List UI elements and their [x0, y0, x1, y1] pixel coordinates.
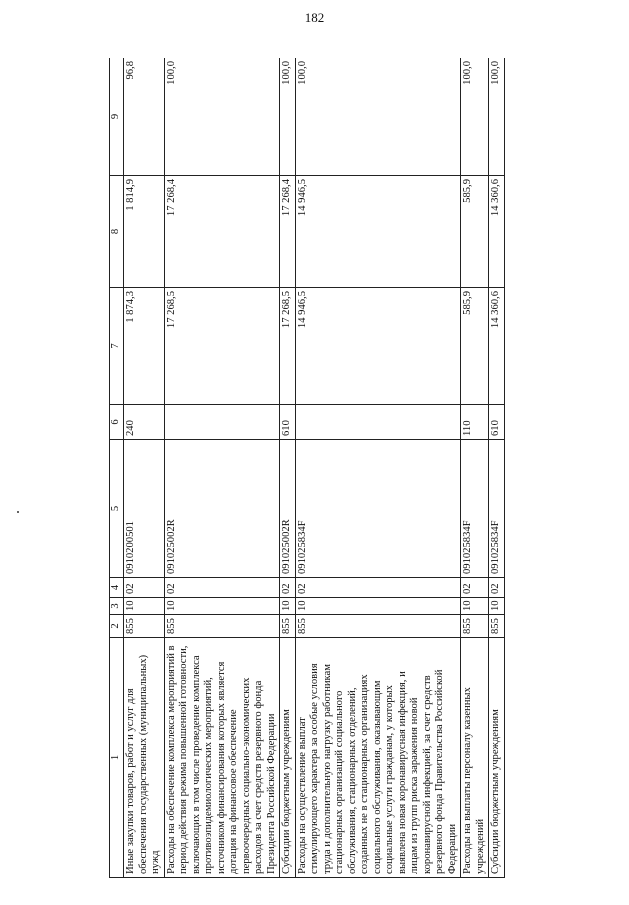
header-cell: 7: [110, 288, 124, 405]
rotated-table-frame: [109, 58, 619, 878]
row-ministry-code: 855: [489, 615, 505, 638]
header-cell: 1: [110, 638, 124, 878]
row-planned-amount: 14 946,5: [295, 288, 461, 405]
row-section-code: 10: [461, 598, 489, 615]
row-executed-amount: 17 268,4: [164, 176, 280, 288]
row-section-code: 10: [295, 598, 461, 615]
row-subsection-code: 02: [461, 578, 489, 598]
row-executed-amount: 14 360,6: [489, 176, 505, 288]
header-cell: 6: [110, 405, 124, 440]
row-percent: 100,0: [295, 58, 461, 176]
table-row: [295, 58, 461, 878]
row-ministry-code: 855: [164, 615, 280, 638]
table-header-row: [110, 58, 124, 878]
row-description: Расходы на осуществление выплат стимулирующего характера за особые условия труда и дополнительную нагрузку работникам стационарных организаций социального обслуживания, стационарных отделений, созданных не в стационарных организациях социального обслуживания, оказывающим социальные услуги гражданам, у которых выявлена новая коронавирусная инфекция, и лицам из групп риска заражения новой коронавирусной инфекцией, за счет средств резервного фонда Правительства Российской Федерации: [295, 638, 461, 878]
row-percent: 100,0: [489, 58, 505, 176]
row-percent: 100,0: [280, 58, 296, 176]
row-subsection-code: 02: [489, 578, 505, 598]
row-planned-amount: 17 268,5: [164, 288, 280, 405]
row-description: Субсидии бюджетным учреждениям: [489, 638, 505, 878]
row-planned-amount: 14 360,6: [489, 288, 505, 405]
scan-speck: [17, 511, 19, 513]
row-planned-amount: 1 874,3: [124, 288, 165, 405]
row-section-code: 10: [164, 598, 280, 615]
header-cell: 8: [110, 176, 124, 288]
row-subsection-code: 02: [295, 578, 461, 598]
row-expense-type: 610: [489, 405, 505, 440]
header-cell: 2: [110, 615, 124, 638]
row-target-article: 091025002R: [164, 440, 280, 578]
row-subsection-code: 02: [164, 578, 280, 598]
row-ministry-code: 855: [124, 615, 165, 638]
row-section-code: 10: [124, 598, 165, 615]
row-percent: 100,0: [164, 58, 280, 176]
row-expense-type: 240: [124, 405, 165, 440]
row-executed-amount: 1 814,9: [124, 176, 165, 288]
row-section-code: 10: [489, 598, 505, 615]
row-ministry-code: 855: [280, 615, 296, 638]
table-row: [164, 58, 280, 878]
row-target-article: 091025834F: [489, 440, 505, 578]
header-cell: 4: [110, 578, 124, 598]
row-ministry-code: 855: [461, 615, 489, 638]
row-section-code: 10: [280, 598, 296, 615]
rotated-table-wrapper: [109, 58, 619, 878]
table-row: [124, 58, 165, 878]
page-number: 182: [304, 10, 325, 25]
row-percent: 96,8: [124, 58, 165, 176]
header-cell: 5: [110, 440, 124, 578]
row-ministry-code: 855: [295, 615, 461, 638]
row-executed-amount: 585,9: [461, 176, 489, 288]
row-percent: 100,0: [461, 58, 489, 176]
row-executed-amount: 14 946,5: [295, 176, 461, 288]
row-planned-amount: 17 268,5: [280, 288, 296, 405]
row-description: Иные закупки товаров, работ и услуг для обеспечения государственных (муниципальных) нужд: [124, 638, 165, 878]
row-target-article: 091025002R: [280, 440, 296, 578]
row-expense-type: [164, 405, 280, 440]
row-subsection-code: 02: [280, 578, 296, 598]
header-cell: 9: [110, 58, 124, 176]
row-description: Расходы на выплаты персоналу казенных учреждений: [461, 638, 489, 878]
row-expense-type: 110: [461, 405, 489, 440]
row-target-article: 091025834F: [461, 440, 489, 578]
table-row: [489, 58, 505, 878]
budget-table: [109, 58, 505, 878]
row-description: Расходы на обеспечение комплекса мероприятий в период действия режима повышенной готовности, включающих в том числе проведение комплекса противоэпидемиологических мероприятий, источником финансирования которых является дотация на финансовое обеспечение первоочередных социально-экономических расходов за счет средств резервного фонда Президента Российской Федерации: [164, 638, 280, 878]
row-target-article: 0910200501: [124, 440, 165, 578]
row-planned-amount: 585,9: [461, 288, 489, 405]
row-expense-type: 610: [280, 405, 296, 440]
row-expense-type: [295, 405, 461, 440]
row-target-article: 091025834F: [295, 440, 461, 578]
header-cell: 3: [110, 598, 124, 615]
row-executed-amount: 17 268,4: [280, 176, 296, 288]
row-description: Субсидии бюджетным учреждениям: [280, 638, 296, 878]
table-row: [280, 58, 296, 878]
row-subsection-code: 02: [124, 578, 165, 598]
table-row: [461, 58, 489, 878]
